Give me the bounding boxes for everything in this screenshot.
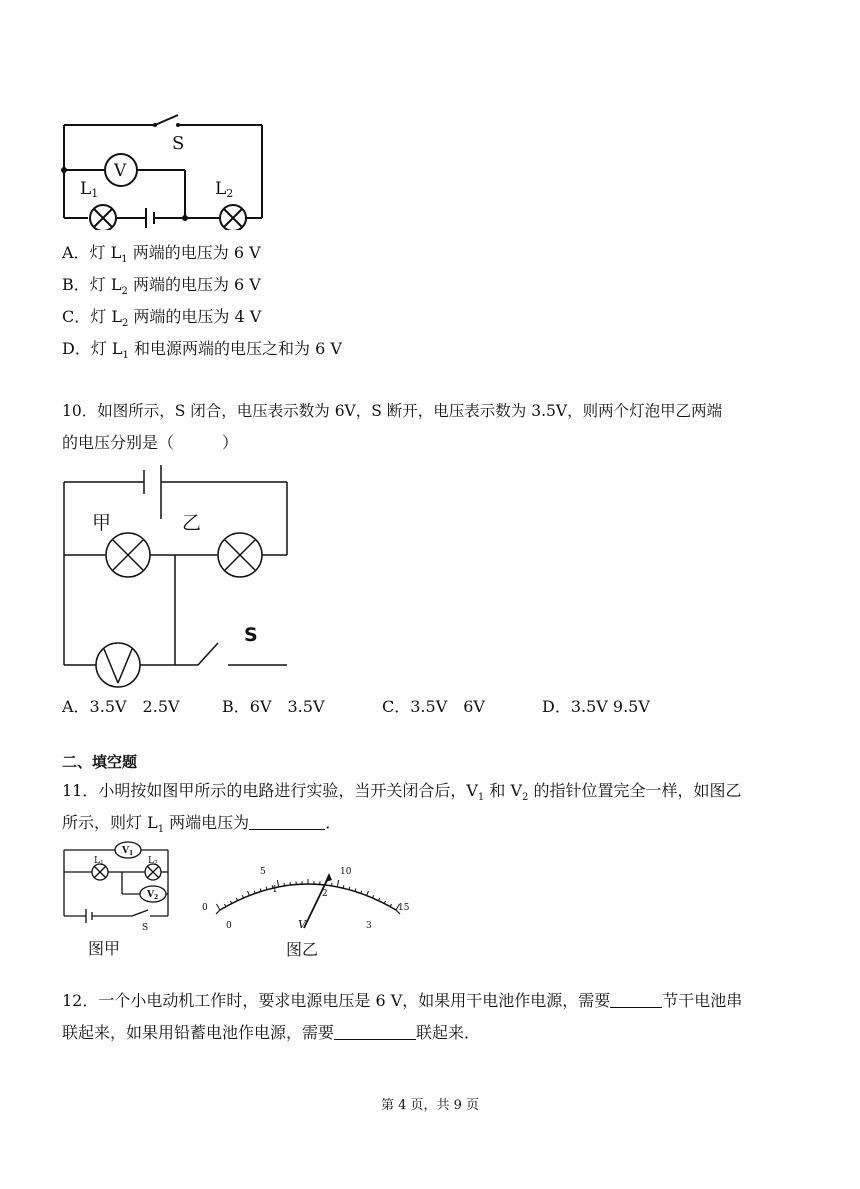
- q10-stem-line1: 10．如图所示，S 闭合，电压表示数为 6V，S 断开，电压表示数为 3.5V，则两个灯泡甲乙两端: [62, 402, 723, 420]
- svg-text:V1: $V_1$: [122, 846, 134, 857]
- dial-tick: [242, 895, 243, 898]
- q9-circuit-figure: [58, 108, 268, 230]
- svg-text:L2: [215, 179, 233, 200]
- fig-jia-switch-label: S: [142, 923, 149, 933]
- lamp-l1-label: L: [80, 179, 92, 199]
- q10-circuit-figure: [58, 465, 294, 695]
- q11-figure-yi: [198, 858, 418, 962]
- answer-blank-1[interactable]: [610, 991, 662, 1008]
- q9-option-b: B．灯 $L_2$ 两端的电压为 6 V: [62, 275, 261, 298]
- fig-yi-caption: 图乙: [286, 940, 319, 959]
- lamp-l1-sub: 1: [91, 187, 99, 200]
- lamp-l2-sub: 2: [226, 187, 234, 200]
- dial-tick: [390, 904, 391, 907]
- svg-text:V2: $V_2$: [147, 890, 159, 901]
- dial-unit-label: V: [298, 918, 306, 931]
- dial-tick: [248, 891, 250, 896]
- dial-upper-0: 0: [202, 903, 208, 913]
- dial-tick: [378, 898, 379, 901]
- dial-tick: [373, 895, 374, 898]
- q10-option-b: B．6V 3.5V: [222, 697, 325, 716]
- dial-tick: [367, 891, 369, 896]
- dial-lower-3: 3: [366, 921, 372, 931]
- svg-text:L2: $L_2$: [148, 856, 158, 867]
- q9-option-c: C．灯 $L_2$ 两端的电压为 4 V: [62, 307, 262, 330]
- page-footer: 第 4 页，共 9 页: [380, 1098, 480, 1113]
- dial-tick: [337, 880, 338, 887]
- q10-option-c: C．3.5V 6V: [382, 697, 485, 716]
- dial-upper-10: 10: [340, 867, 352, 877]
- lamp-jia-label: 甲: [92, 512, 112, 534]
- dial-lower-2: 2: [322, 889, 328, 899]
- dial-upper-15: 15: [398, 903, 410, 913]
- svg-text:L1: [80, 179, 98, 200]
- dial-tick: [384, 901, 385, 904]
- q10-option-d: D．3.5V 9.5V: [542, 697, 650, 716]
- q10-stem-line2: 的电压分别是（ ）: [62, 433, 239, 452]
- dial-tick: [236, 898, 237, 901]
- q10-option-a: A．3.5V 2.5V: [62, 697, 180, 716]
- voltmeter-label: V: [114, 161, 127, 181]
- q11-figure-jia: [58, 840, 178, 960]
- dial-tick: [216, 904, 220, 910]
- dial-tick: [343, 885, 344, 888]
- dial-lower-1: 1: [272, 885, 278, 895]
- q9-option-d: D．灯 $L_1$ 和电源两端的电压之和为 6 V: [62, 339, 342, 362]
- switch-label: S: [172, 133, 185, 154]
- fig-jia-v2-label: V: [147, 890, 154, 900]
- switch-label: S: [244, 624, 258, 646]
- dial-tick: [230, 901, 231, 904]
- dial-tick: [224, 904, 225, 907]
- q12-stem-line1: 12．一个小电动机工作时，要求电源电压是 6 V，如果用干电池作电源，需要 节干电池串: [62, 991, 743, 1010]
- fig-jia-l2-label: L: [148, 856, 154, 866]
- dial-upper-5: 5: [260, 867, 266, 877]
- lamp-l2-label: L: [215, 179, 227, 199]
- dial-lower-0: 0: [226, 921, 232, 931]
- section-heading: 二、填空题: [62, 753, 138, 771]
- q11-stem-line1: 11．小明按如图甲所示的电路进行实验，当开关闭合后，$V_1$ 和 $V_2$ 的指针位置完全一样，如图乙: [62, 781, 742, 804]
- fig-jia-v1-label: V: [122, 846, 129, 856]
- lamp-yi-label: 乙: [182, 512, 202, 534]
- q12-stem-line2: 联起来，如果用铅蓄电池作电源，需要 联起来．: [62, 1023, 481, 1042]
- fig-jia-caption: 图甲: [88, 939, 121, 958]
- q9-option-a: A．灯 $L_1$ 两端的电压为 6 V: [62, 243, 261, 266]
- answer-blank[interactable]: [249, 813, 325, 830]
- fig-jia-l1-label: L: [94, 856, 100, 866]
- answer-blank-2[interactable]: [334, 1023, 416, 1040]
- q11-stem-line2: 所示，则灯 $L_1$ 两端电压为 ．: [62, 813, 342, 836]
- svg-text:L1: $L_1$: [94, 856, 104, 867]
